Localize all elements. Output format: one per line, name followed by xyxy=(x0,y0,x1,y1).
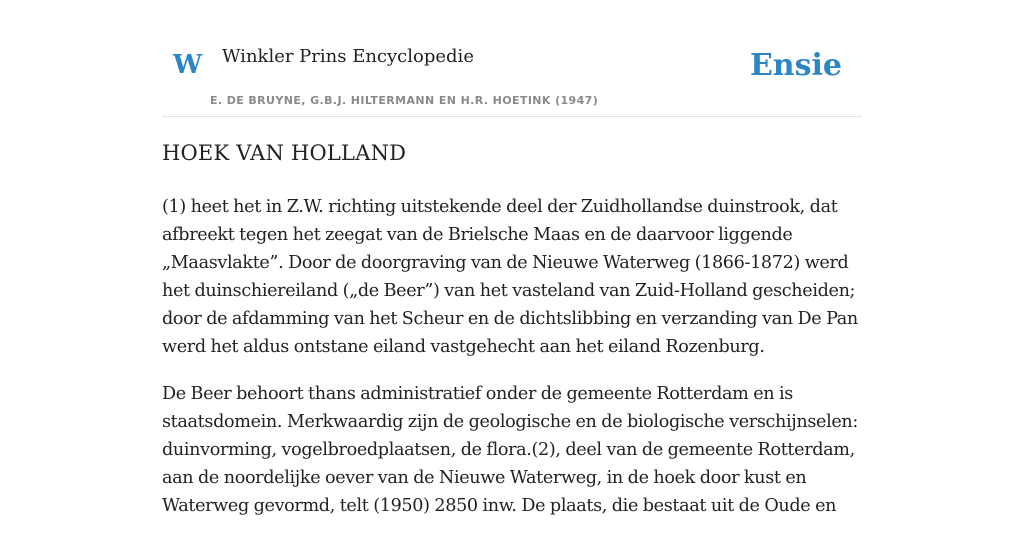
winkler-prins-logo[interactable]: W xyxy=(173,50,203,80)
article-paragraph: De Beer behoort thans administratief onder de gemeente Rotterdam en is staatsdomein. Merkwaardig zijn de geologische en de biologische verschijnselen: duinvorming, vogelbroedplaatsen, de flora.(2), deel van de gemeente Rotterdam, aan de noordelijke oever van de Nieuwe Waterweg, in de hoek door kust en Waterweg gevormd, telt (1950) 2850 inw. De plaats, die bestaat uit de Oude en xyxy=(162,384,858,516)
source-authors: E. DE BRUYNE, G.B.J. HILTERMANN EN H.R. HOETINK (1947) xyxy=(210,94,599,107)
source-header xyxy=(162,0,862,117)
article-body xyxy=(162,193,866,539)
article-title: HOEK VAN HOLLAND xyxy=(162,141,407,165)
article-page xyxy=(162,0,862,516)
source-title[interactable]: Winkler Prins Encyclopedie xyxy=(222,46,474,67)
article-paragraph: (1) heet het in Z.W. richting uitstekende deel der Zuidhollandse duinstrook, dat afbreekt tegen het zeegat van de Brielsche Maas en de daarvoor liggende „Maasvlakte”. Door de doorgraving van de Nieuwe Waterweg (1866-1872) werd het duinschiereiland („de Beer”) van het vasteland van Zuid-Holland gescheiden; door de afdamming van het Scheur en de dichtslibbing en verzanding van De Pan werd het aldus ontstane eiland vastgehecht aan het eiland Rozenburg. xyxy=(162,197,858,357)
ensie-logo[interactable]: Ensie xyxy=(749,48,842,83)
